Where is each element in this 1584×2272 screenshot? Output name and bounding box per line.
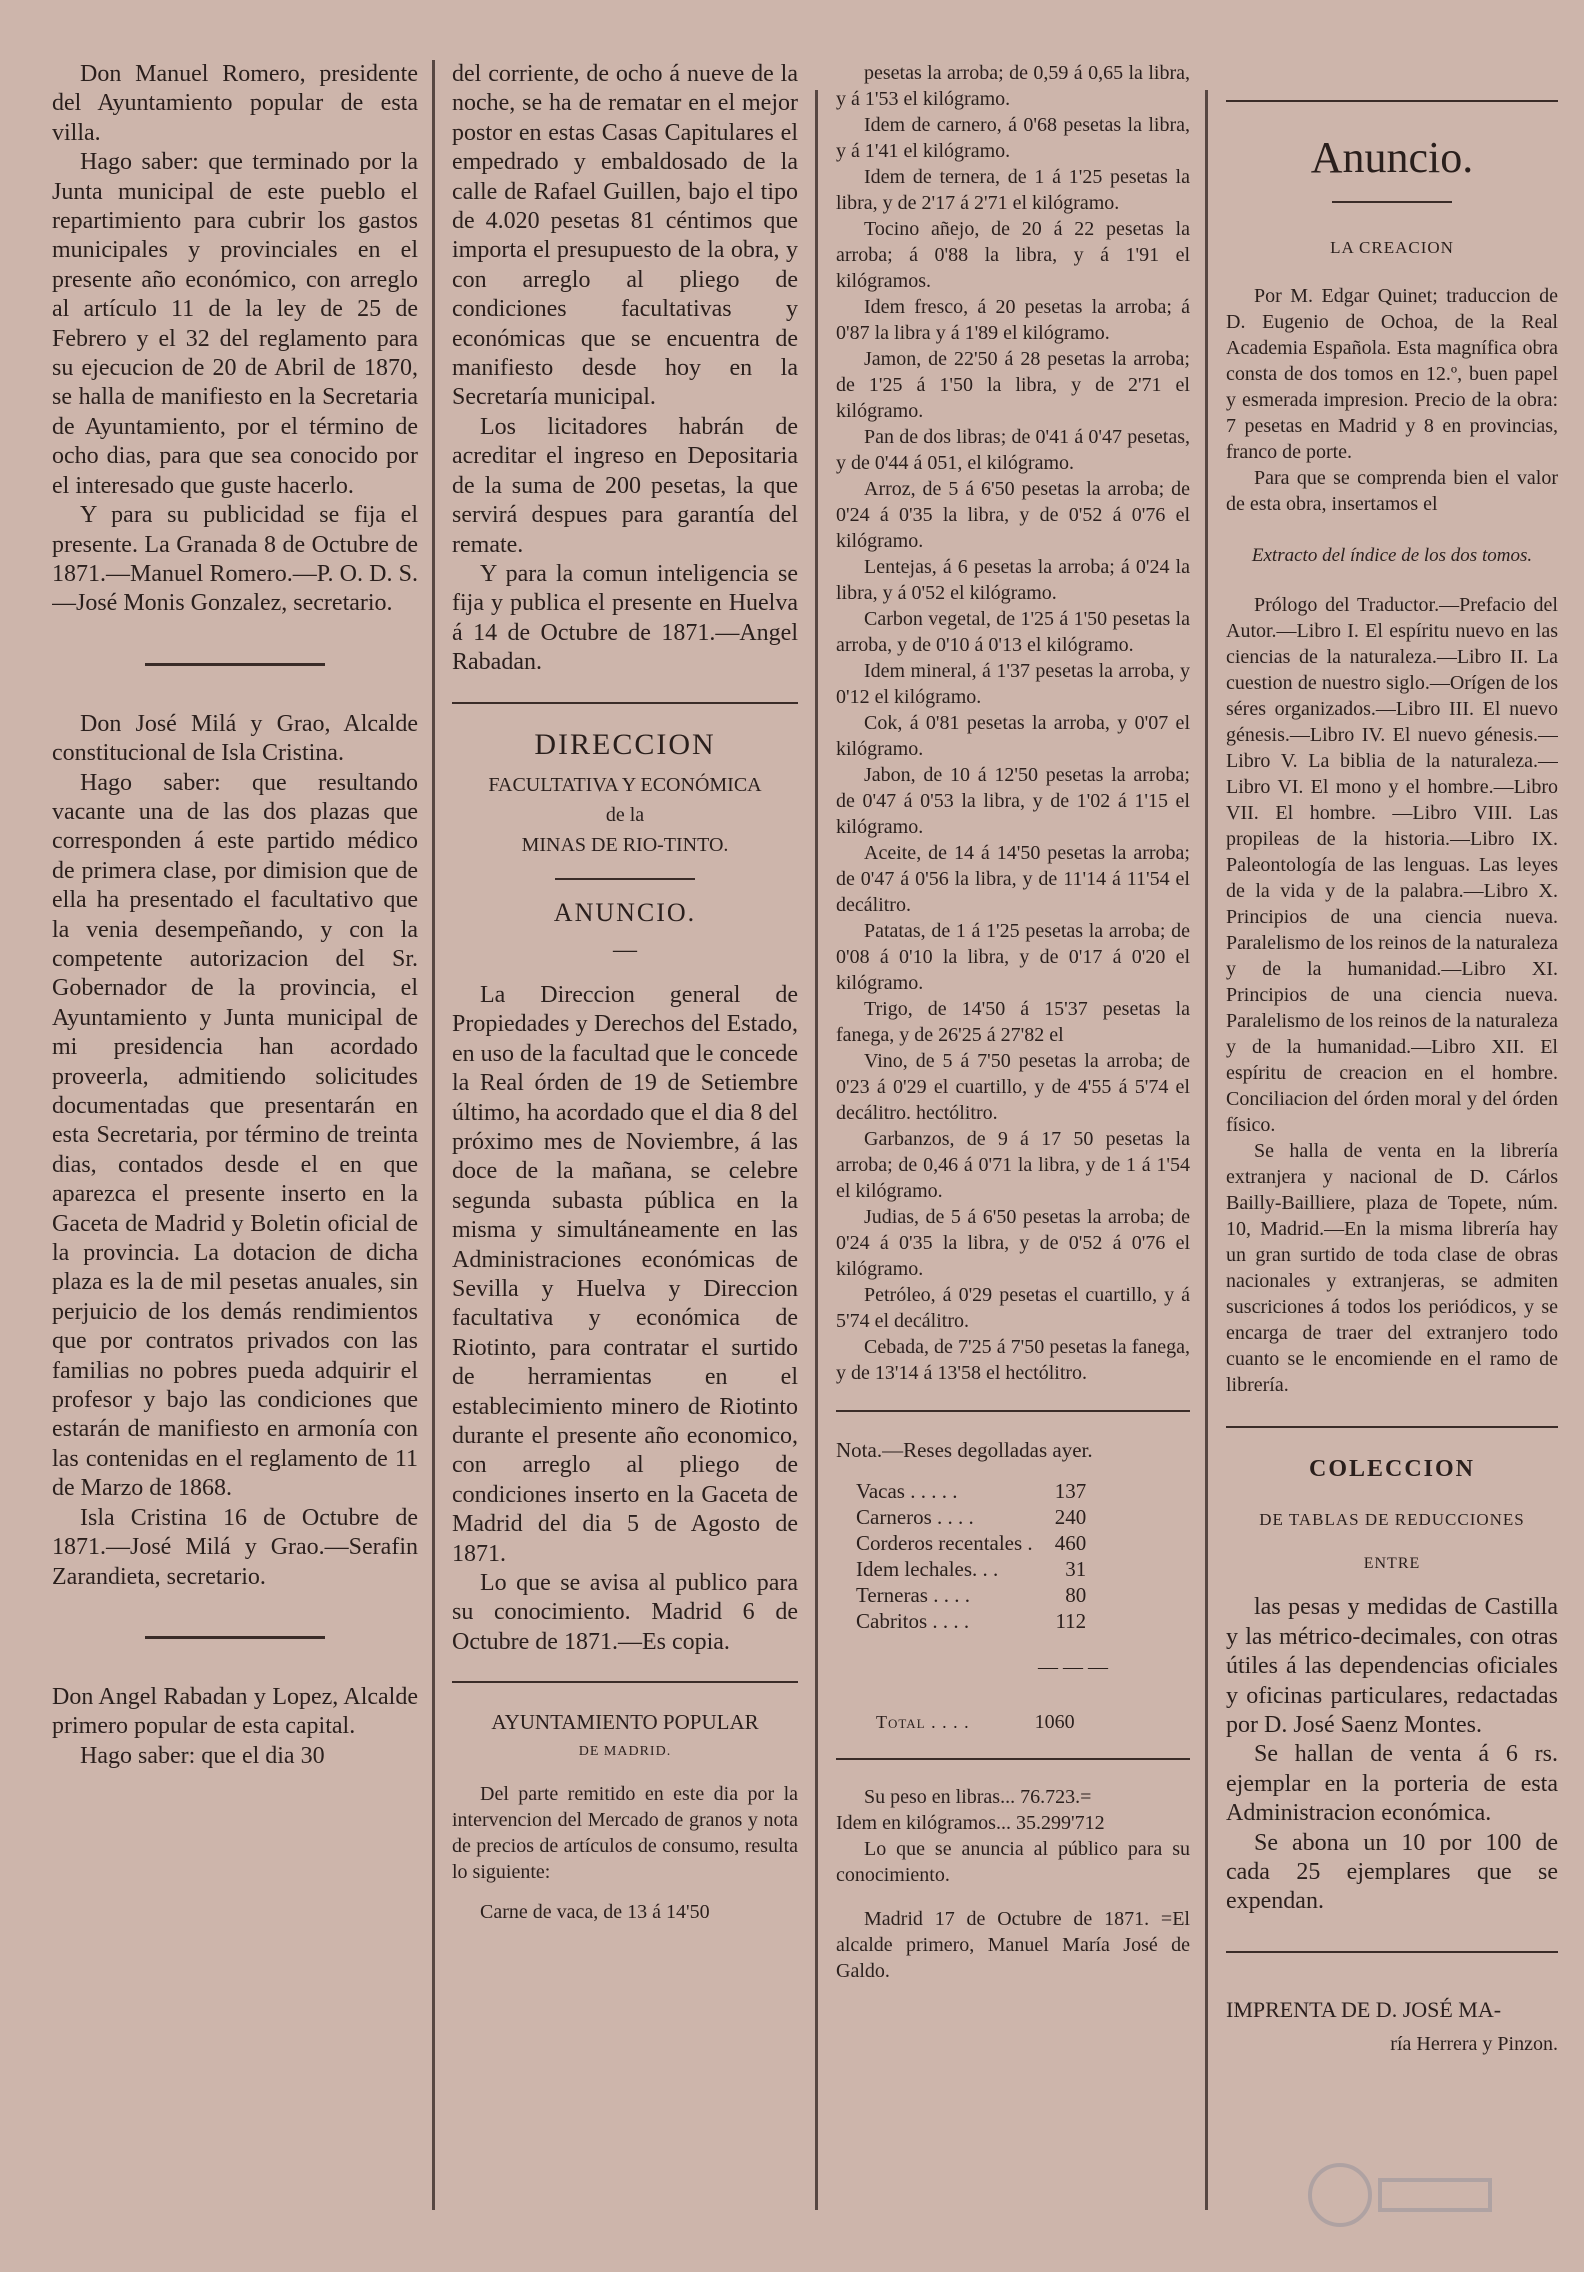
peso-kilogramos: Idem en kilógramos... 35.299'712	[836, 1811, 1105, 1834]
reses-value: 80	[1065, 1583, 1087, 1608]
reses-label: Carneros . . . .	[856, 1505, 974, 1530]
total-row	[876, 1711, 1190, 1734]
creacion-venta: Se halla de venta en la librería extranjera y nacional de D. Cárlos Bailly-Bailliere, plaza de Topete, núm. 10, Madrid.—En la misma librería hay un gran surtido de toda clase de obras nacionales y extranjeras, se admiten suscriciones á todos los periódicos, y se encarga de traer del extranjero todo cuanto se le encomiende en el ramo de librería.	[1226, 1140, 1558, 1397]
notice-rabadan-body-start: Hago saber: que el dia 30	[80, 1742, 325, 1769]
column-2	[452, 60, 798, 1925]
coleccion-description: las pesas y medidas de Castilla y las métrico-decimales, con otras útiles á las dependencias oficiales y oficinas particulares, redactadas por D. José Saenz Montes.	[1226, 1594, 1558, 1739]
section-subtitle: FACULTATIVA Y ECONÓMICA	[488, 773, 762, 796]
price-item: pesetas la arroba; de 0,59 á 0,65 la libra, y á 1'53 el kilógramo.	[836, 62, 1190, 110]
riotinto-notice-body: La Direccion general de Propiedades y Derechos del Estado, en uso de la facultad que le concede la Real órden de 19 de Setiembre último, ha acordado que el dia 8 del próximo mes de Noviembre, á las doce de la mañana, se celebre segunda subasta pública en la misma y simultáneamente en las Administraciones económicas de Sevilla y Huelva y Direccion facultativa y económica de Riotinto, para contratar el surtido de herramientas en el establecimiento minero de Riotinto durante el presente año economico, con arreglo al pliego de condiciones inserto en la Gaceta de Madrid del dia 5 de Agosto de 1871.	[452, 981, 798, 1567]
price-list	[836, 60, 1190, 1386]
reses-value: 240	[1054, 1505, 1087, 1530]
price-item: Pan de dos libras; de 0'41 á 0'47 pesetas, y de 0'44 á 051, el kilógramo.	[836, 426, 1190, 474]
separator	[145, 1636, 325, 1639]
extracto-heading: Extracto del índice de los dos tomos.	[1251, 545, 1533, 566]
ayuntamiento-heading: AYUNTAMIENTO POPULAR	[491, 1710, 759, 1735]
section-subtitle-de-la: de la	[605, 803, 645, 826]
separator	[836, 1758, 1190, 1760]
reses-row	[856, 1557, 1086, 1583]
imprenta-line-1: IMPRENTA DE D. JOSÉ MA-	[1226, 1996, 1502, 2022]
archive-stamp-icon	[1300, 2150, 1500, 2240]
column-rule	[1205, 90, 1208, 2210]
price-item: Jabon, de 10 á 12'50 pesetas la arroba; de 0'47 á 0'53 la libra, y de 1'02 á 1'15 el kilógramo.	[836, 764, 1190, 838]
creacion-index: Prólogo del Traductor.—Prefacio del Autor.—Libro I. El espíritu nuevo en las ciencias de la naturaleza.—Libro II. La cuestion de nuestro siglo.—Orígen de los séres organizados.—Libro III. El nuevo génesis.—Libro IV. El nuevo génesis.—Libro V. La biblia de la naturaleza.—Libro VI. El mono y el hombre.—Libro VII. El hombre. —Libro VIII. Las propileas de la historia.—Libro IX. Paleontología de las lenguas. Las leyes de la vida y de la palabra.—Libro X. Principios de una ciencia nueva. Paralelismo de los reinos de la naturaleza y de la humanidad.—Libro XI. Principios de una ciencia nueva. Paralelismo de los reinos de la naturaleza y de la humanidad.—Libro XII. El espíritu de creacion en el hombre. Conciliacion del órden moral y del órden físico.	[1226, 594, 1558, 1137]
coleccion-abono: Se abona un 10 por 100 de cada 25 ejemplares que se expendan.	[1226, 1829, 1558, 1915]
notice-rabadan-licitadores: Los licitadores habrán de acreditar el ingreso en Depositaria de la suma de 200 pesetas, la que servirá despues para garantía del remate.	[452, 413, 798, 558]
column-1	[52, 60, 418, 1771]
riotinto-notice-closing: Lo que se avisa al publico para su conocimiento. Madrid 6 de Octubre de 1871.—Es copia.	[452, 1570, 798, 1655]
firma-madrid: Madrid 17 de Octubre de 1871. =El alcalde primero, Manuel María José de Galdo.	[836, 1907, 1190, 1982]
reses-label: Corderos recentales .	[856, 1531, 1033, 1556]
creacion-lead: Para que se comprenda bien el valor de esta obra, insertamos el	[1226, 467, 1558, 515]
ayuntamiento-subheading: DE MADRID.	[578, 1744, 672, 1760]
price-item: Arroz, de 5 á 6'50 pesetas la arroba; de 0'24 á 0'35 la libra, y de 0'52 á 0'76 el kilógramo.	[836, 478, 1190, 552]
price-item: Lentejas, á 6 pesetas la arroba; á 0'24 la libra, y á 0'52 el kilógramo.	[836, 556, 1190, 604]
coleccion-title: COLECCION	[1308, 1456, 1476, 1483]
anuncia-text: Lo que se anuncia al público para su conocimiento.	[836, 1837, 1190, 1886]
price-item: Trigo, de 14'50 á 15'37 pesetas la fanega, y de 26'25 á 27'82 el	[836, 998, 1190, 1046]
price-item: Carbon vegetal, de 1'25 á 1'50 pesetas la arroba, y de 0'10 á 0'13 el kilógramo.	[836, 608, 1190, 656]
notice-mila-body: Hago saber: que resultando vacante una de las dos plazas que corresponden á este partido médico de primera clase, por dimision que de ella ha presentado el facultativo que la venia desempeñando, y con la competente autorizacion del Sr. Gobernador de la provincia, el Ayuntamiento y Junta municipal de mi presidencia han acordado proveerla, admitiendo solicitudes documentadas que presentarán en esta Secretaria, por término de treinta dias, contados desde el en que aparezca el presente inserto en la Gaceta de Madrid y Boletin oficial de la provincia. La dotacion de dicha plaza es la de mil pesetas anuales, sin perjuicio de los demás rendimientos que por contratos privados con las familias no pobres pueda adquirir el profesor y bajo las condiciones que estarán de manifiesto en armonía con las contenidas en el reglamento de 11 de Marzo de 1868.	[52, 769, 418, 1502]
section-subtitle-minas: MINAS DE RIO-TINTO.	[521, 833, 729, 856]
reses-label: Terneras . . . .	[856, 1583, 970, 1608]
notice-romero-signature: Y para su publicidad se fija el presente. La Granada 8 de Octubre de 1871.—Manuel Romero.—P. O. D. S. —José Monis Gonzalez, secretario.	[52, 502, 418, 617]
peso-libras: Su peso en libras... 76.723.=	[864, 1785, 1092, 1808]
anuncio-heading: ANUNCIO.	[553, 897, 697, 927]
notice-rabadan-heading: Don Angel Rabadan y Lopez, Alcalde primero popular de esta capital.	[52, 1683, 418, 1740]
price-item: Patatas, de 1 á 1'25 pesetas la arroba; de 0'08 á 0'10 la libra, y de 0'17 á 0'20 el kilógramo.	[836, 920, 1190, 994]
price-item: Idem de carnero, á 0'68 pesetas la libra, y á 1'41 el kilógramo.	[836, 114, 1190, 162]
mercado-intro: Del parte remitido en este dia por la intervencion del Mercado de granos y nota de precios de artículos de consumo, resulta lo siguiente:	[452, 1783, 798, 1884]
price-item: Judias, de 5 á 6'50 pesetas la arroba; de 0'24 á 0'35 la libra, y de 0'52 á 0'76 el kilógramo.	[836, 1206, 1190, 1280]
price-item: Idem fresco, á 20 pesetas la arroba; á 0'87 la libra y á 1'89 el kilógramo.	[836, 296, 1190, 344]
notice-romero-body: Hago saber: que terminado por la Junta municipal de este pueblo el repartimiento para cubrir los gastos municipales y provinciales en el presente año económico, con arreglo al artículo 11 de la ley de 25 de Febrero y el 32 del reglamento para su ejecucion de 20 de Abril de 1870, se halla de manifiesto en la Secretaria de Ayuntamiento, por el término de ocho dias, para que sea conocido por el interesado que guste hacerlo.	[52, 149, 418, 499]
imprenta-line-2: ría Herrera y Pinzon.	[1390, 2032, 1558, 2055]
column-rule	[815, 90, 818, 2210]
total-value: 1060	[1034, 1710, 1075, 1733]
price-item: Tocino añejo, de 20 á 22 pesetas la arroba; á 0'88 la libra, y á 1'91 el kilógramos.	[836, 218, 1190, 292]
tablas-subtitle: DE TABLAS DE REDUCCIONES	[1259, 1510, 1525, 1530]
price-item: Cebada, de 7'25 á 7'50 pesetas la fanega, y de 13'14 á 13'58 el hectólitro.	[836, 1336, 1190, 1384]
price-item: Cok, á 0'81 pesetas la arroba, y 0'07 el kilógramo.	[836, 712, 1190, 760]
total-label: Total . . . .	[876, 1711, 970, 1732]
notice-rabadan-signature: Y para la comun inteligencia se fija y publica el presente en Huelva á 14 de Octubre de 1871.—Angel Rabadan.	[452, 560, 798, 676]
column-4	[1226, 60, 1558, 2061]
notice-mila-heading: Don José Milá y Grao, Alcalde constitucional de Isla Cristina.	[52, 710, 418, 767]
reses-row	[856, 1505, 1086, 1531]
separator	[1226, 1951, 1558, 1953]
nota-title: Nota.—Reses degolladas ayer.	[836, 1438, 1093, 1462]
anuncio-title: Anuncio.	[1310, 133, 1474, 182]
price-item: Idem de ternera, de 1 á 1'25 pesetas la libra, y de 2'17 á 2'71 el kilógramo.	[836, 166, 1190, 214]
reses-value: 112	[1055, 1609, 1087, 1634]
notice-romero-heading: Don Manuel Romero, presidente del Ayuntamiento popular de esta villa.	[52, 61, 418, 146]
reses-row	[856, 1583, 1086, 1609]
imprenta	[1226, 1993, 1558, 2061]
price-item: Petróleo, á 0'29 pesetas el cuartillo, y á 5'74 el decálitro.	[836, 1284, 1190, 1332]
separator	[1226, 1426, 1558, 1428]
reses-row	[856, 1609, 1086, 1635]
creacion-description: Por M. Edgar Quinet; traduccion de D. Eugenio de Ochoa, de la Real Academia Española. Esta magnífica obra consta de dos tomos en 12.º, buen papel y esmerada impresion. Precio de la obra: 7 pesetas en Madrid y 8 en provincias, franco de porte.	[1226, 285, 1558, 463]
separator	[555, 878, 695, 880]
dash: —	[613, 936, 637, 963]
entre-subtitle: ENTRE	[1363, 1555, 1421, 1573]
separator	[452, 1681, 798, 1683]
reses-label: Cabritos . . . .	[856, 1609, 970, 1634]
coleccion-venta: Se hallan de venta á 6 rs. ejemplar en la porteria de esta Administracion económica.	[1226, 1741, 1558, 1827]
section-title: DIRECCION	[534, 727, 716, 761]
separator	[836, 1410, 1190, 1412]
price-item: Garbanzos, de 9 á 17 50 pesetas la arroba; de 0,46 á 0'71 la libra, y de 1 á 1'54 el kilógramo.	[836, 1128, 1190, 1202]
reses-row	[856, 1531, 1086, 1557]
reses-label: Idem lechales. . .	[856, 1557, 999, 1582]
separator	[145, 663, 325, 666]
price-item: Vino, de 5 á 7'50 pesetas la arroba; de 0'23 á 0'29 el cuartillo, y de 4'55 á 5'74 el decálitro. hectólitro.	[836, 1050, 1190, 1124]
price-item: Idem mineral, á 1'37 pesetas la arroba, y 0'12 el kilógramo.	[836, 660, 1190, 708]
separator	[452, 702, 798, 704]
separator	[1332, 201, 1452, 203]
reses-table	[856, 1479, 1086, 1635]
reses-row	[856, 1479, 1086, 1505]
notice-mila-signature: Isla Cristina 16 de Octubre de 1871.—José Milá y Grao.—Serafin Zarandieta, secretario.	[52, 1504, 418, 1590]
mercado-carne-vaca: Carne de vaca, de 13 á 14'50	[480, 1901, 710, 1924]
price-item: Aceite, de 14 á 14'50 pesetas la arroba; de 0'47 á 0'56 la libra, y de 11'14 á 11'54 el decálitro.	[836, 842, 1190, 916]
reses-value: 460	[1054, 1531, 1087, 1556]
reses-value: 31	[1065, 1557, 1087, 1582]
reses-label: Vacas . . . . .	[856, 1479, 958, 1504]
column-rule	[432, 60, 435, 2210]
notice-rabadan-body: del corriente, de ocho á nueve de la noche, se ha de rematar en el mejor postor en estas Casas Capitulares el empedrado y embaldosado de la calle de Rafael Guillen, bajo el tipo de 4.020 pesetas 81 céntimos que importa el presupuesto de la obra, y con arreglo al pliego de condiciones facultativas y económicas que se encuentra de manifiesto desde hoy en la Secretaría municipal.	[452, 61, 798, 411]
price-item: Jamon, de 22'50 á 28 pesetas la arroba; de 1'25 á 1'50 la libra, y de 2'71 el kilógramo.	[836, 348, 1190, 422]
creacion-subtitle: LA CREACION	[1330, 238, 1454, 257]
column-3	[836, 60, 1190, 1984]
reses-value: 137	[1054, 1479, 1087, 1504]
total-dashes: — — —	[1038, 1656, 1108, 1679]
separator	[1226, 100, 1558, 102]
